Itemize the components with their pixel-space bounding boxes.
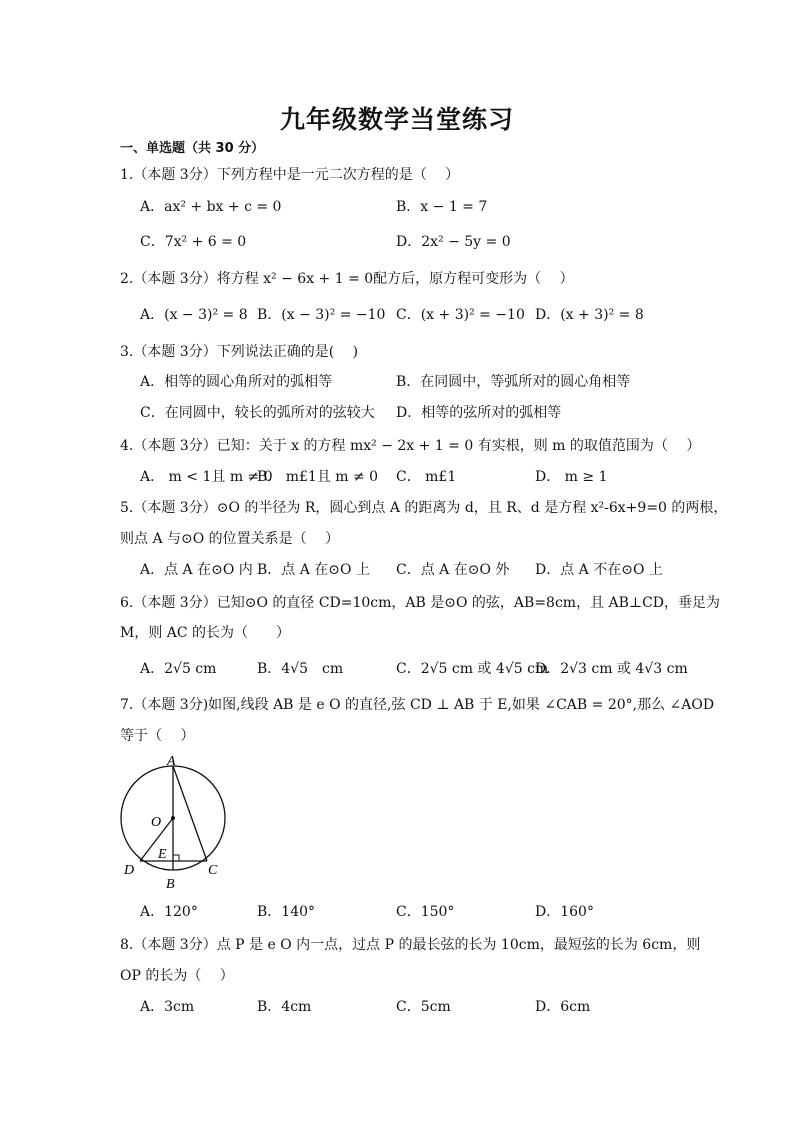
question-7-stem: 7.（本题 3分)如图,线段 AB 是 e O 的直径,弦 CD ⊥ AB 于 E,如果 ∠CAB = 20°,那么 ∠AOD: [120, 697, 715, 713]
label-a: A: [167, 754, 176, 769]
question-3-option-d: D．相等的弦所对的弧相等: [396, 405, 562, 421]
question-6-option-c: C．2√5 cm 或 4√5 cm: [396, 661, 549, 677]
question-1-option-c: C．7x² + 6 = 0: [140, 234, 247, 250]
question-7-option-d: D．160°: [535, 904, 594, 920]
label-d: D: [124, 863, 135, 878]
question-1-option-a: A．ax² + bx + c = 0: [140, 199, 282, 215]
question-1-option-b: B．x − 1 = 7: [396, 199, 488, 215]
label-e: E: [158, 847, 167, 862]
question-4-stem: 4.（本题 3分）已知：关于 x 的方程 mx² − 2x + 1 = 0 有实根，则 m 的取值范围为（ ）: [120, 438, 701, 454]
question-8-option-b: B．4cm: [257, 999, 312, 1015]
page-title: 九年级数学当堂练习: [279, 105, 514, 134]
circle-diagram: [118, 752, 230, 892]
question-2-option-d: D．(x + 3)² = 8: [535, 307, 644, 323]
question-5-stem-continued: 则点 A 与⊙O 的位置关系是（ ）: [120, 531, 340, 547]
question-8-option-d: D．6cm: [535, 999, 591, 1015]
question-4-option-d: D． m ≥ 1: [535, 469, 608, 485]
center-point: [171, 816, 175, 820]
question-7-option-a: A．120°: [140, 904, 198, 920]
question-2-stem: 2.（本题 3分）将方程 x² − 6x + 1 = 0配方后，原方程可变形为（ ）: [120, 271, 574, 287]
question-6-option-a: A．2√5 cm: [140, 661, 217, 677]
question-5-option-b: B．点 A 在⊙O 上: [257, 562, 370, 578]
question-3-stem: 3.（本题 3分）下列说法正确的是( ): [120, 344, 359, 360]
chord-ac: [173, 766, 207, 861]
question-3-option-a: A．相等的圆心角所对的弧相等: [140, 374, 333, 390]
label-o: O: [151, 815, 162, 830]
question-6-stem: 6.（本题 3分）已知⊙O 的直径 CD=10cm，AB 是⊙O 的弦，AB=8cm，且 AB⊥CD，垂足为: [120, 595, 721, 611]
question-1-stem: 1.（本题 3分）下列方程中是一元二次方程的是（ ）: [120, 167, 460, 183]
question-8-option-c: C．5cm: [396, 999, 451, 1015]
right-angle-mark: [173, 855, 179, 861]
question-3-option-b: B．在同圆中，等弧所对的圆心角相等: [396, 374, 631, 390]
question-4-option-a: A． m < 1且 m ≠ 0: [140, 469, 273, 485]
section-heading: 一、单选题（共 30 分）: [120, 141, 265, 156]
question-6-option-b: B．4√5 cm: [257, 661, 344, 677]
question-7-option-c: C．150°: [396, 904, 455, 920]
question-5-option-c: C．点 A 在⊙O 外: [396, 562, 510, 578]
question-5-option-a: A．点 A 在⊙O 内: [140, 562, 253, 578]
question-2-option-a: A．(x − 3)² = 8: [140, 307, 248, 323]
question-5-option-d: D．点 A 不在⊙O 上: [535, 562, 663, 578]
question-7-stem-continued: 等于（ ）: [120, 728, 195, 744]
label-b: B: [166, 877, 175, 892]
label-c: C: [208, 863, 218, 878]
question-4-option-b: B． m£1且 m ≠ 0: [257, 469, 379, 485]
question-5-stem: 5.（本题 3分）⊙O 的半径为 R，圆心到点 A 的距离为 d，且 R、d 是方程 x²-6x+9=0 的两根，: [120, 500, 728, 516]
question-8-option-a: A．3cm: [140, 999, 195, 1015]
question-8-stem: 8.（本题 3分）点 P 是 e O 内一点，过点 P 的最长弦的长为 10cm，最短弦的长为 6cm，则: [120, 937, 701, 953]
question-6-option-d: D．2√3 cm 或 4√3 cm: [535, 661, 688, 677]
question-7-option-b: B．140°: [257, 904, 316, 920]
question-3-option-c: C．在同圆中，较长的弧所对的弦较大: [140, 405, 375, 421]
question-1-option-d: D．2x² − 5y = 0: [396, 234, 511, 250]
question-4-option-c: C． m£1: [396, 469, 457, 485]
question-6-stem-continued: M，则 AC 的长为（ ）: [120, 625, 291, 641]
question-2-option-b: B．(x − 3)² = −10: [257, 307, 386, 323]
question-8-stem-continued: OP 的长为（ ）: [120, 968, 234, 984]
question-2-option-c: C．(x + 3)² = −10: [396, 307, 525, 323]
